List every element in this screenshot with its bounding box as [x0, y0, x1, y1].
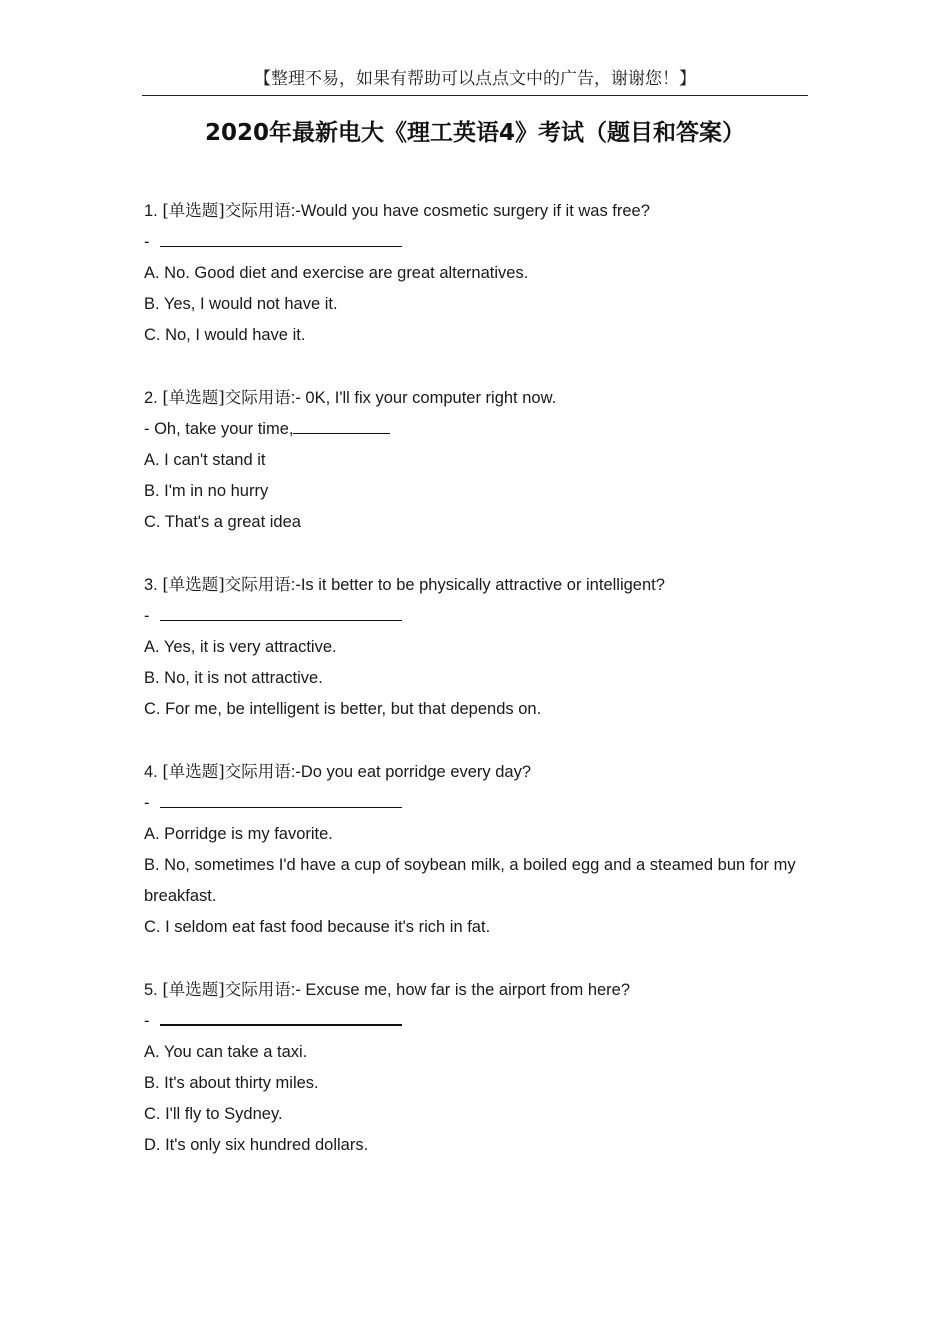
answer-blank: [160, 602, 402, 621]
document-title: 2020年最新电大《理工英语4》考试（题目和答案）: [204, 120, 746, 146]
question-text: :-Do you eat porridge every day?: [290, 763, 532, 781]
option-c: C. I seldom eat fast food because it's rich in fat.: [144, 918, 491, 936]
page-header-note: 【整理不易，如果有帮助可以点点文中的广告，谢谢您！】: [142, 62, 808, 96]
question-text: :- 0K, I'll fix your computer right now.: [290, 389, 557, 407]
answer-line: [144, 414, 810, 445]
answer-line: [144, 227, 810, 258]
question-number: 2.: [144, 389, 158, 407]
option-c: C. For me, be intelligent is better, but that depends on.: [144, 700, 542, 718]
question-stem: [144, 195, 810, 227]
option-a: A. No. Good diet and exercise are great alternatives.: [144, 264, 529, 282]
option-d: D. It's only six hundred dollars.: [144, 1136, 369, 1154]
reply-prefix: -: [144, 607, 150, 625]
question-type: [单选题]交际用语: [162, 980, 291, 999]
question-text: :- Excuse me, how far is the airport from here?: [290, 981, 631, 999]
option-b: B. It's about thirty miles.: [144, 1074, 319, 1092]
option-c: C. I'll fly to Sydney.: [144, 1105, 283, 1123]
option-c: C. No, I would have it.: [144, 326, 306, 344]
question-type: [单选题]交际用语: [162, 201, 291, 220]
option-a: A. Yes, it is very attractive.: [144, 638, 337, 656]
reply-prefix: -: [144, 1012, 150, 1030]
reply-prefix: -: [144, 794, 150, 812]
question-number: 4.: [144, 763, 158, 781]
question-type: [单选题]交际用语: [162, 762, 291, 781]
option-b: B. No, it is not attractive.: [144, 669, 323, 687]
question-stem: [144, 974, 810, 1006]
answer-blank: [160, 228, 402, 247]
answer-line: [144, 1006, 810, 1037]
question-number: 1.: [144, 202, 158, 220]
question-number: 5.: [144, 981, 158, 999]
option-b: B. Yes, I would not have it.: [144, 295, 338, 313]
question-5: [144, 974, 810, 1161]
question-4: [144, 756, 810, 943]
question-1: [144, 195, 810, 351]
option-b: B. I'm in no hurry: [144, 482, 269, 500]
answer-blank: [160, 1006, 402, 1026]
question-number: 3.: [144, 576, 158, 594]
question-stem: [144, 382, 810, 414]
reply-prefix: -: [144, 233, 150, 251]
option-b: B. No, sometimes I'd have a cup of soybean milk, a boiled egg and a steamed bun for my breakfast.: [144, 856, 796, 905]
question-stem: [144, 569, 810, 601]
option-a: A. Porridge is my favorite.: [144, 825, 333, 843]
question-list: [144, 195, 810, 1192]
question-text: :-Is it better to be physically attractive or intelligent?: [290, 576, 665, 594]
question-type: [单选题]交际用语: [162, 575, 291, 594]
question-stem: [144, 756, 810, 788]
option-c: C. That's a great idea: [144, 513, 301, 531]
reply-prefix: - Oh, take your time,: [144, 420, 294, 438]
question-text: :-Would you have cosmetic surgery if it was free?: [290, 202, 650, 220]
answer-line: [144, 601, 810, 632]
answer-blank: [293, 415, 390, 434]
question-3: [144, 569, 810, 725]
question-type: [单选题]交际用语: [162, 388, 291, 407]
answer-line: [144, 788, 810, 819]
question-2: [144, 382, 810, 538]
option-a: A. You can take a taxi.: [144, 1043, 308, 1061]
option-a: A. I can't stand it: [144, 451, 266, 469]
answer-blank: [160, 789, 402, 808]
